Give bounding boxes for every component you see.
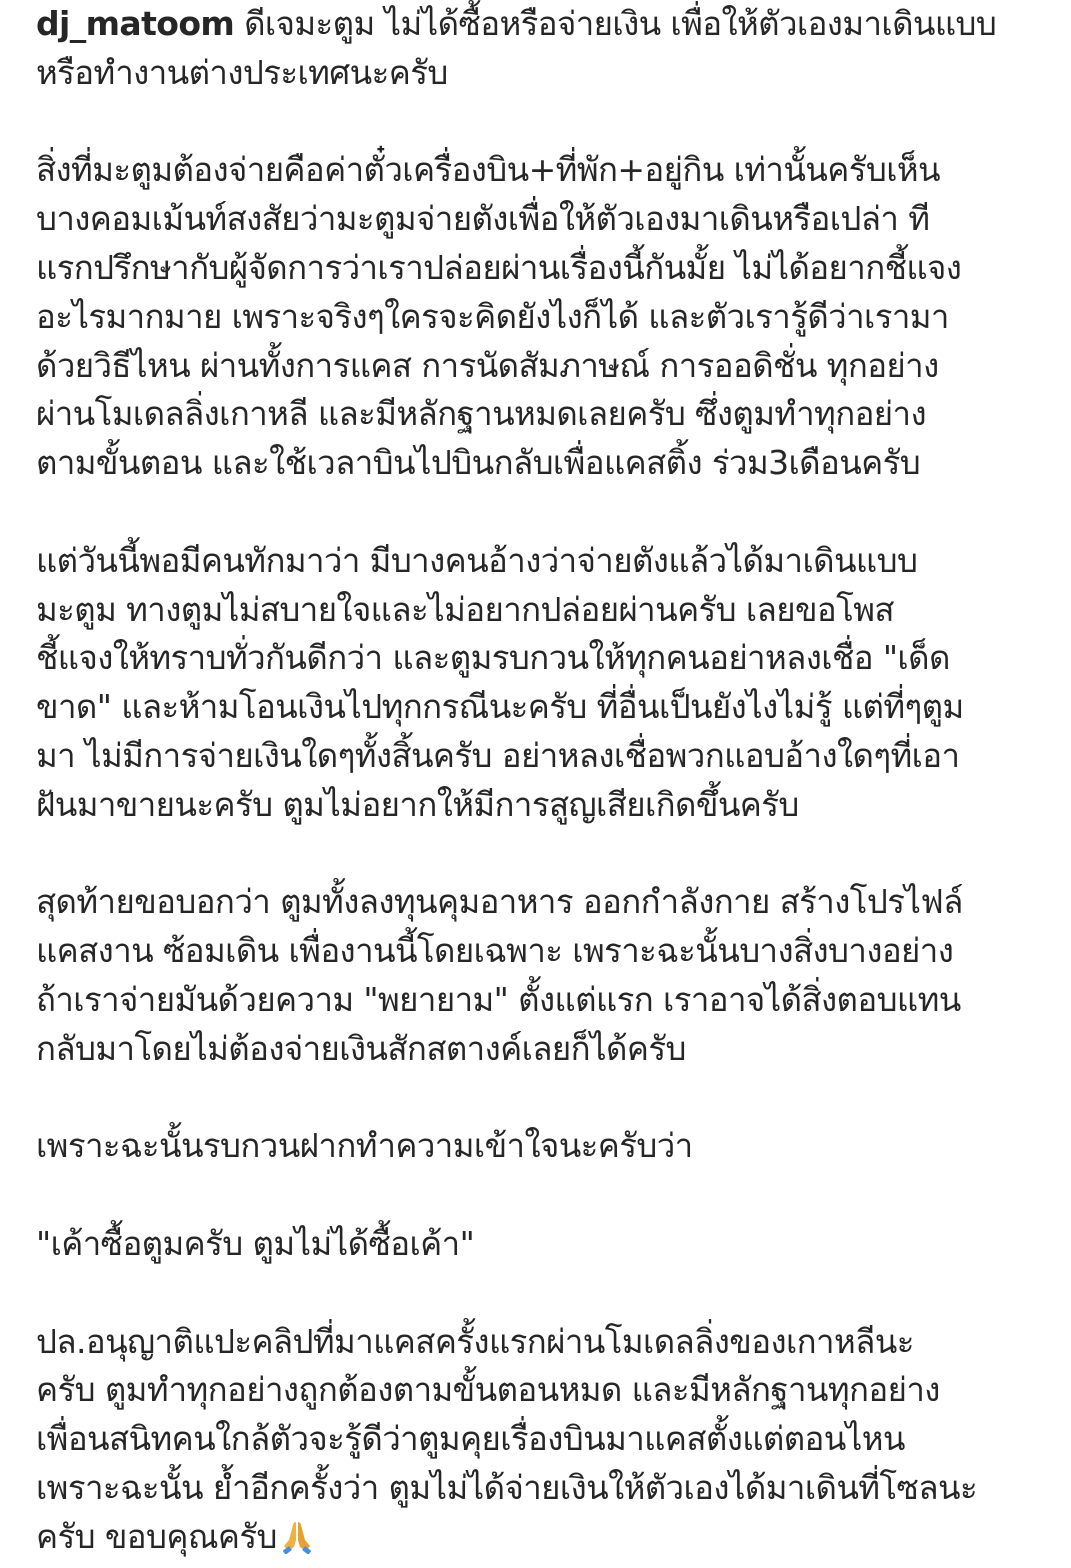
caption-line: บางคอมเม้นท์สงสัยว่ามะตูมจ่ายตังเพื่อให้ตัวเองมาเดินหรือเปล่า ที [36,199,930,239]
caption-line: ด้วยวิธีไหน ผ่านทั้งการแคส การนัดสัมภาษณ์ การออดิชั่น ทุกอย่าง [36,345,939,385]
paragraph-gap [36,98,1046,147]
caption-line: ผ่านโมเดลลิ่งเกาหลี และมีหลักฐานหมดเลยครับ ซึ่งตูมทำทุกอย่าง [36,394,926,434]
post-caption [36,0,1046,1562]
caption-line: ฝันมาขายนะครับ ตูมไม่อยากให้มีการสูญเสียเกิดขึ้นครับ [36,784,799,824]
paragraph-gap [36,1074,1046,1123]
caption-line: สิ่งที่มะตูมต้องจ่ายคือค่าตั๋วเครื่องบิน+ที่พัก+อยู่กิน เท่านั้นครับเห็น [36,150,941,190]
caption-line: มา ไม่มีการจ่ายเงินใดๆทั้งสิ้นครับ อย่าหลงเชื่อพวกแอบอ้างใดๆที่เอา [36,735,960,775]
paragraph-gap [36,1171,1046,1220]
caption-line: เพื่อนสนิทคนใกล้ตัวจะรู้ดีว่าตูมคุยเรื่องบินมาแคสตั้งแต่ตอนไหน [36,1419,905,1459]
caption-line: ถ้าเราจ่ายมันด้วยความ "พยายาม" ตั้งแต่แรก เราอาจได้สิ่งตอบแทน [36,979,961,1019]
caption-line: กลับมาโดยไม่ต้องจ่ายเงินสักสตางค์เลยก็ได้ครับ [36,1028,686,1068]
caption-line: ปล.อนุญาติแปะคลิปที่มาแคสครั้งแรกผ่านโมเดลลิ่งของเกาหลีนะ [36,1321,914,1361]
caption-line: แรกปรึกษากับผู้จัดการว่าเราปล่อยผ่านเรื่องนี้กันมั้ย ไม่ได้อยากชี้แจง [36,247,962,287]
paragraph-gap [36,488,1046,537]
caption-line [36,1513,1046,1562]
praying-hands-icon [279,1518,315,1568]
caption-line: แต่วันนี้พอมีคนทักมาว่า มีบางคนอ้างว่าจ่ายตังแล้วได้มาเดินแบบ [36,540,918,580]
caption-line: ครับ ตูมทำทุกอย่างถูกต้องตามขั้นตอนหมด และมีหลักฐานทุกอย่าง [36,1370,940,1410]
caption-text: ครับ ขอบคุณครับ [36,1516,277,1556]
caption-line [36,0,1046,49]
caption-line: มะตูม ทางตูมไม่สบายใจและไม่อยากปล่อยผ่านครับ เลยขอโพส [36,589,894,629]
caption-quote: "เค้าซื้อตูมครับ ตูมไม่ได้ซื้อเค้า" [36,1223,475,1263]
caption-line: อะไรมากมาย เพราะจริงๆใครจะคิดยังไงก็ได้ และตัวเรารู้ดีว่าเรามา [36,296,949,336]
username-link[interactable]: dj_matoom [36,4,235,43]
caption-line: ชี้แจงให้ทราบทั่วกันดีกว่า และตูมรบกวนให้ทุกคนอย่าหลงเชื่อ "เด็ด [36,638,950,678]
caption-line: เพราะฉะนั้น ย้ำอีกครั้งว่า ตูมไม่ได้จ่ายเงินให้ตัวเองได้มาเดินที่โซลนะ [36,1467,978,1507]
caption-text: ดีเจมะตูม ไม่ได้ซื้อหรือจ่ายเงิน เพื่อให้ตัวเองมาเดินแบบ [244,4,997,43]
caption-line: เพราะฉะนั้นรบกวนฝากทำความเข้าใจนะครับว่า [36,1126,693,1166]
caption-line: สุดท้ายขอบอกว่า ตูมทั้งลงทุนคุมอาหาร ออกกำลังกาย สร้างโปรไฟล์ [36,882,963,922]
caption-line: ขาด" และห้ามโอนเงินไปทุกกรณีนะครับ ที่อื่นเป็นยังไงไม่รู้ แต่ที่ๆตูม [36,687,964,727]
paragraph-gap [36,1269,1046,1318]
caption-line: ตามขั้นตอน และใช้เวลาบินไปบินกลับเพื่อแคสติ้ง ร่วม3เดือนครับ [36,443,921,483]
caption-line: หรือทำงานต่างประเทศนะครับ [36,52,448,92]
paragraph-gap [36,830,1046,879]
caption-line: แคสงาน ซ้อมเดิน เพื่องานนี้โดยเฉพาะ เพราะฉะนั้นบางสิ่งบางอย่าง [36,931,954,971]
